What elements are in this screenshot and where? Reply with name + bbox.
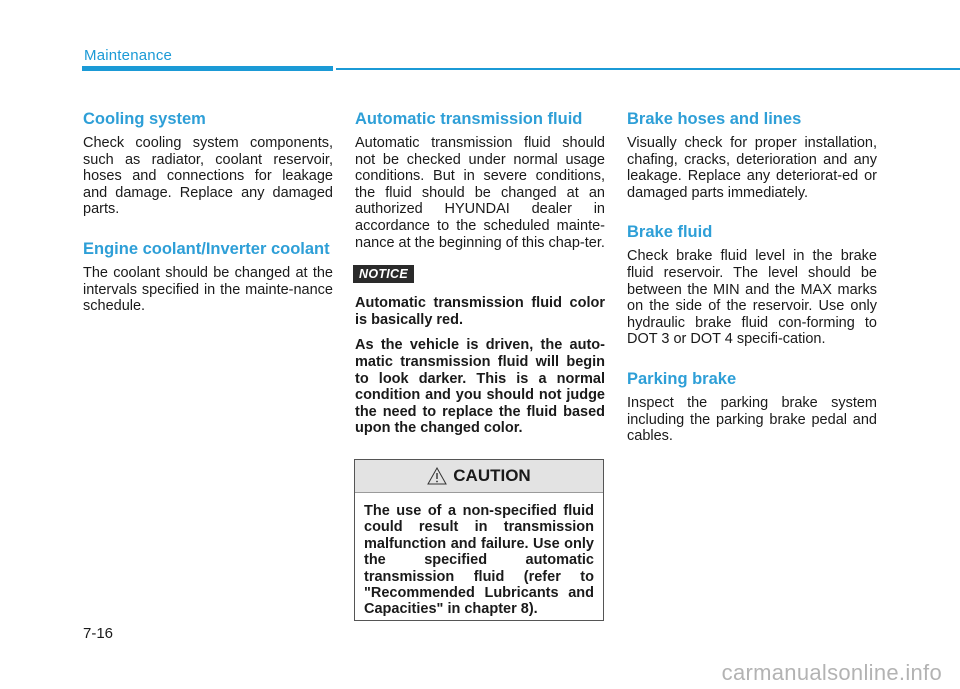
section-header-label: Maintenance [84, 47, 173, 64]
transmission-fluid-text: Automatic transmission fluid should not be checked under normal usage conditions. But in severe conditions, the fluid should be changed at an authorized HYUNDAI dealer in accordance to the scheduled mainte-nance at the beginning of this chap-ter. [355, 135, 605, 251]
caution-text: The use of a non-specified fluid could result in transmission malfunction and failure. Use only the specified automatic transmission fluid (refer to "Recommended Lubricants and Capacities" in chapter 8). [364, 503, 594, 618]
heading-brake-hoses: Brake hoses and lines [627, 110, 802, 128]
notice-badge: NOTICE [353, 265, 414, 283]
header-rule-thick [82, 66, 333, 71]
cooling-system-text: Check cooling system components, such as radiator, coolant reservoir, hoses and connections for leakage and damage. Replace any damaged parts. [83, 135, 333, 218]
parking-brake-text: Inspect the parking brake system including the parking brake pedal and cables. [627, 394, 877, 445]
engine-coolant-text: The coolant should be changed at the intervals specified in the mainte-nance schedule. [83, 264, 333, 315]
column-left [83, 110, 333, 315]
column-right [627, 110, 877, 445]
heading-brake-fluid: Brake fluid [627, 223, 713, 242]
header-rule-thin [336, 68, 960, 70]
page-number: 7-16 [83, 625, 114, 642]
notice-text-2: As the vehicle is driven, the auto-matic transmission fluid will begin to look darker. This is a normal condition and you should not judge the need to replace the fluid based upon the changed color. [355, 337, 605, 437]
watermark: carmanualsonline.info [721, 660, 942, 685]
caution-box [354, 459, 604, 621]
brake-hoses-text: Visually check for proper installation, chafing, cracks, deterioration and any leakage. Replace any deteriorat-ed or damaged parts immediately. [627, 135, 877, 201]
caution-title: CAUTION [453, 466, 531, 485]
caution-header [355, 460, 603, 493]
brake-fluid-text: Check brake fluid level in the brake fluid reservoir. The level should be between the MIN and the MAX marks on the side of the reservoir. Use only hydraulic brake fluid con-forming to DOT 3 or DOT 4 specifi-cation. [627, 248, 877, 348]
notice-text-1: Automatic transmission fluid color is basically red. [355, 295, 605, 328]
heading-cooling-system: Cooling system [83, 110, 206, 128]
warning-triangle-icon [427, 467, 447, 485]
heading-automatic-transmission-fluid: Automatic transmission fluid [355, 110, 583, 128]
heading-engine-coolant: Engine coolant/Inverter coolant [83, 239, 330, 258]
heading-parking-brake: Parking brake [627, 369, 737, 388]
column-middle [355, 110, 605, 437]
